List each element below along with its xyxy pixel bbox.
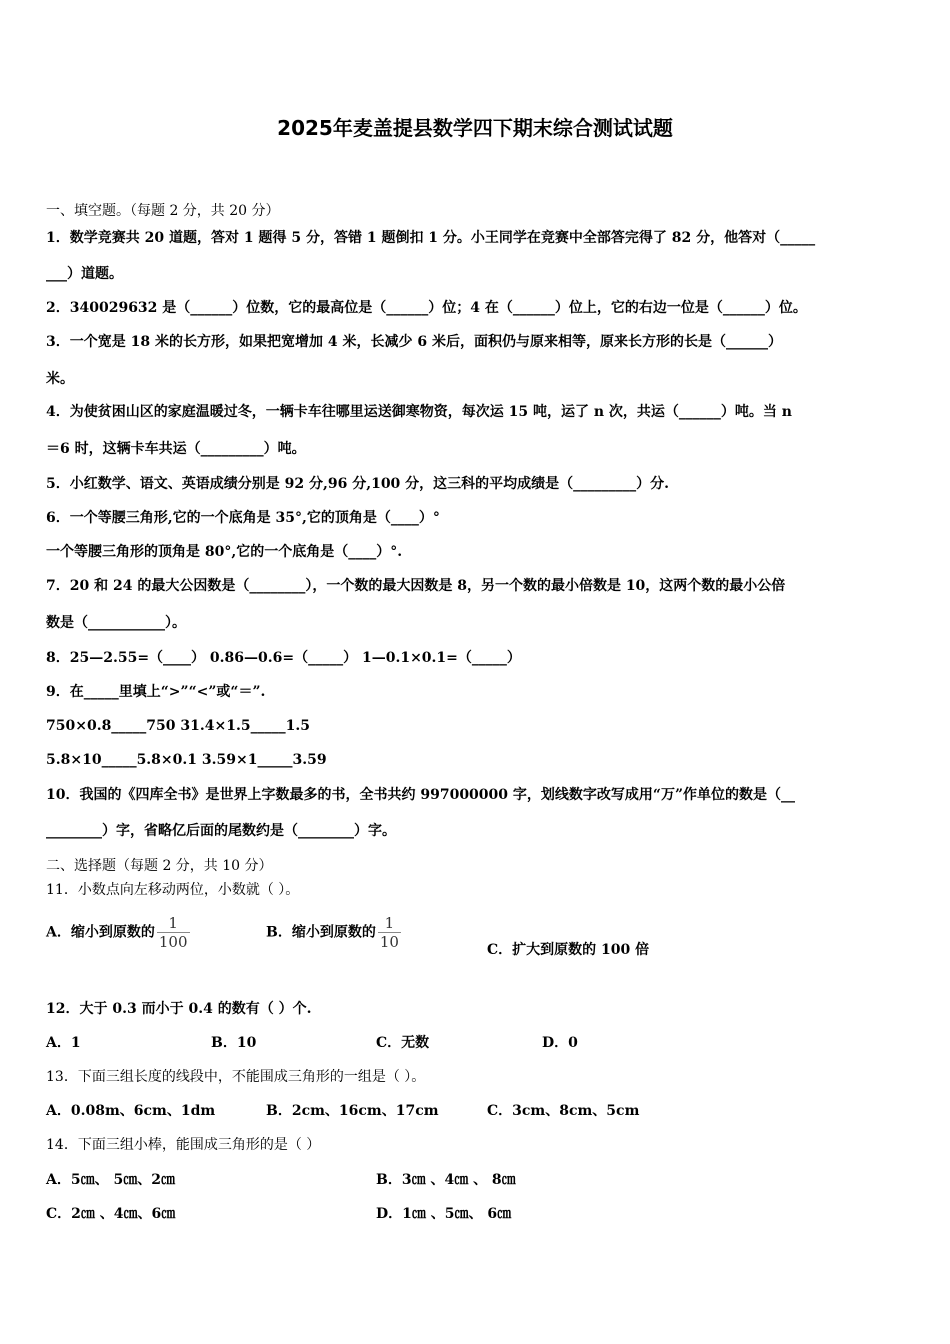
question-1-line-1: 1．数学竞赛共 20 道题，答对 1 题得 5 分，答错 1 题倒扣 1 分。小王同学在竞赛中全部答完得了 82 分，他答对（_____	[46, 230, 816, 246]
q11-option-b-label: B．缩小到原数的	[266, 924, 376, 941]
question-10-line-1: 10．我国的《四库全书》是世界上字数最多的书，全书共约 997000000 字，划线数字改写成用“万”作单位的数是（__	[46, 787, 796, 803]
question-9-row-2: 5.8×10_____5.8×0.1 3.59×1_____3.59	[46, 752, 327, 768]
fraction-denominator: 100	[158, 933, 188, 951]
question-7-line-2: 数是（___________）。	[46, 615, 186, 631]
question-11: 11．小数点向左移动两位，小数就（ ）。	[46, 882, 300, 898]
fraction-denominator: 10	[379, 933, 399, 951]
question-5: 5．小红数学、语文、英语成绩分别是 92 分,96 分,100 分，这三科的平均成绩是（_________）分.	[46, 476, 670, 492]
question-6-line-2: 一个等腰三角形的顶角是 80°,它的一个底角是（____）°.	[46, 544, 403, 560]
question-14: 14．下面三组小棒，能围成三角形的是（ ）	[46, 1137, 321, 1153]
q14-option-c: C．2㎝ 、4㎝、6㎝	[46, 1206, 176, 1222]
q13-option-c: C．3cm、8cm、5cm	[487, 1103, 640, 1119]
q11-option-a-label: A．缩小到原数的	[46, 924, 155, 941]
question-8: 8．25—2.55=（____） 0.86—0.6=（_____） 1—0.1×0.1=（_____）	[46, 650, 521, 666]
q12-option-d: D．0	[542, 1035, 578, 1051]
q12-option-b: B．10	[211, 1035, 257, 1051]
question-1-line-2: ___）道题。	[46, 266, 123, 282]
question-10-line-2: ________）字，省略亿后面的尾数约是（________）字。	[46, 823, 396, 839]
fraction-numerator: 1	[378, 914, 401, 933]
question-3-line-1: 3．一个宽是 18 米的长方形，如果把宽增加 4 米，长减少 6 米后，面积仍与原来相等，原来长方形的长是（______）	[46, 334, 782, 350]
q14-option-a: A．5㎝、 5㎝、2㎝	[46, 1172, 175, 1188]
section-choice-heading: 二、选择题（每题 2 分，共 10 分）	[46, 858, 273, 874]
q11-option-b-fraction	[378, 914, 401, 951]
question-3-line-2: 米。	[46, 371, 74, 387]
question-13: 13．下面三组长度的线段中，不能围成三角形的一组是（ ）。	[46, 1069, 426, 1085]
question-6-line-1: 6．一个等腰三角形,它的一个底角是 35°,它的顶角是（____）°	[46, 510, 440, 526]
section-fill-heading: 一、填空题。（每题 2 分，共 20 分）	[46, 203, 280, 219]
q14-option-b: B．3㎝ 、4㎝ 、 8㎝	[376, 1172, 516, 1188]
q13-option-a: A．0.08m、6cm、1dm	[46, 1103, 216, 1119]
fraction-numerator: 1	[157, 914, 190, 933]
question-7-line-1: 7．20 和 24 的最大公因数是（________），一个数的最大因数是 8，另一个数的最小倍数是 10，这两个数的最小公倍	[46, 578, 786, 594]
question-12: 12．大于 0.3 而小于 0.4 的数有（ ）个.	[46, 1001, 312, 1017]
question-9-row-1: 750×0.8_____750 31.4×1.5_____1.5	[46, 718, 310, 734]
q11-option-a	[46, 914, 192, 951]
page-title: 2025年麦盖提县数学四下期末综合测试试题	[277, 116, 673, 140]
q12-option-a: A．1	[46, 1035, 81, 1051]
q11-option-a-fraction	[157, 914, 190, 951]
question-4-line-2: ＝6 时，这辆卡车共运（_________）吨。	[46, 441, 306, 457]
q11-option-b	[266, 914, 403, 951]
q12-option-c: C．无数	[376, 1035, 430, 1051]
question-9: 9．在_____里填上“>”“<”或“＝”.	[46, 684, 266, 700]
q13-option-b: B．2cm、16cm、17cm	[266, 1103, 439, 1119]
question-4-line-1: 4．为使贫困山区的家庭温暖过冬，一辆卡车往哪里运送御寒物资，每次运 15 吨，运了 n 次，共运（______）吨。当 n	[46, 404, 792, 420]
question-2: 2．340029632 是（______）位数，它的最高位是（______）位；4 在（______）位上，它的右边一位是（______）位。	[46, 300, 807, 316]
q14-option-d: D．1㎝ 、5㎝、 6㎝	[376, 1206, 512, 1222]
q11-option-c: C．扩大到原数的 100 倍	[487, 942, 650, 958]
